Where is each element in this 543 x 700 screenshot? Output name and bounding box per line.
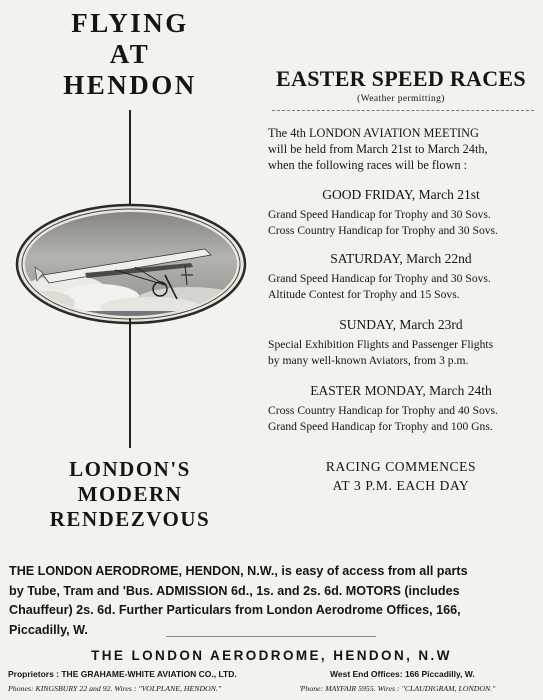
phones-right: 'Phone: MAYFAIR 5955. Wires : "CLAUDIGRAM, LONDON." bbox=[299, 684, 496, 693]
race-list-easter-monday bbox=[268, 403, 536, 435]
day-title-good-friday: GOOD FRIDAY, March 21st bbox=[322, 187, 480, 202]
footer-title: THE LONDON AERODROME, HENDON, N.W bbox=[91, 648, 452, 663]
racing-commences-notice bbox=[262, 457, 540, 495]
race-line: Grand Speed Handicap for Trophy and 30 Sovs. bbox=[268, 272, 491, 285]
race-line: Altitude Contest for Trophy and 15 Sovs. bbox=[268, 288, 460, 301]
intro-line: will be held from March 21st to March 24th, bbox=[268, 142, 488, 156]
intro-line: when the following races will be flown : bbox=[268, 158, 468, 172]
race-list-good-friday bbox=[268, 207, 536, 239]
vertical-rule-bottom bbox=[129, 318, 131, 448]
race-line: by many well-known Aviators, from 3 p.m. bbox=[268, 354, 469, 367]
phones-left: Phones: KINGSBURY 22 and 92. Wires : "VOLPLANE, HENDON." bbox=[8, 684, 222, 693]
race-line: Cross Country Handicap for Trophy and 30 Sovs. bbox=[268, 224, 498, 237]
body-line: Chauffeur) 2s. 6d. Further Particulars from London Aerodrome Offices, 166, bbox=[9, 603, 461, 617]
subtitle-line: LONDON'S bbox=[69, 457, 191, 481]
access-admission-paragraph bbox=[9, 562, 537, 640]
heading-divider bbox=[272, 110, 534, 111]
race-list-sunday bbox=[268, 337, 536, 369]
vertical-rule-top bbox=[129, 110, 131, 208]
west-end-offices: West End Offices: 166 Piccadilly, W. bbox=[330, 669, 475, 679]
intro-line: The 4th LONDON AVIATION MEETING bbox=[268, 126, 479, 140]
race-line: Special Exhibition Flights and Passenger Flights bbox=[268, 338, 494, 351]
subtitle-line: RENDEZVOUS bbox=[49, 507, 211, 531]
race-line: Grand Speed Handicap for Trophy and 100 Gns. bbox=[268, 420, 493, 433]
title-flying-at-hendon bbox=[20, 8, 240, 101]
body-line: Piccadilly, W. bbox=[9, 622, 88, 637]
body-line: THE LONDON AERODROME, HENDON, N.W., is easy of access from all parts bbox=[9, 564, 468, 578]
day-title-saturday: SATURDAY, March 22nd bbox=[330, 251, 472, 266]
weather-note: (Weather permitting) bbox=[357, 94, 445, 104]
racing-line: RACING COMMENCES bbox=[325, 459, 477, 474]
monoplane-illustration bbox=[15, 203, 247, 325]
race-line: Grand Speed Handicap for Trophy and 30 Sovs. bbox=[268, 208, 491, 221]
proprietors-line: Proprietors : THE GRAHAME-WHITE AVIATION CO., LTD. bbox=[8, 669, 237, 679]
title-line: FLYING bbox=[71, 8, 189, 38]
racing-line: AT 3 P.M. EACH DAY bbox=[332, 478, 470, 493]
title-line: HENDON bbox=[63, 70, 197, 100]
footer-divider bbox=[166, 636, 376, 637]
races-heading: EASTER SPEED RACES bbox=[276, 66, 526, 91]
day-title-easter-monday: EASTER MONDAY, March 24th bbox=[310, 383, 492, 398]
race-line: Cross Country Handicap for Trophy and 40 Sovs. bbox=[268, 404, 498, 417]
day-title-sunday: SUNDAY, March 23rd bbox=[339, 317, 463, 332]
race-list-saturday bbox=[268, 271, 536, 303]
body-line: by Tube, Tram and 'Bus. ADMISSION 6d., 1s. and 2s. 6d. MOTORS (includes bbox=[9, 583, 460, 598]
oval-vignette-image bbox=[15, 203, 247, 325]
subtitle-line: MODERN bbox=[77, 482, 183, 506]
title-line: AT bbox=[109, 39, 151, 69]
meeting-intro bbox=[268, 125, 534, 173]
subtitle-londons-modern-rendezvous bbox=[20, 457, 240, 532]
